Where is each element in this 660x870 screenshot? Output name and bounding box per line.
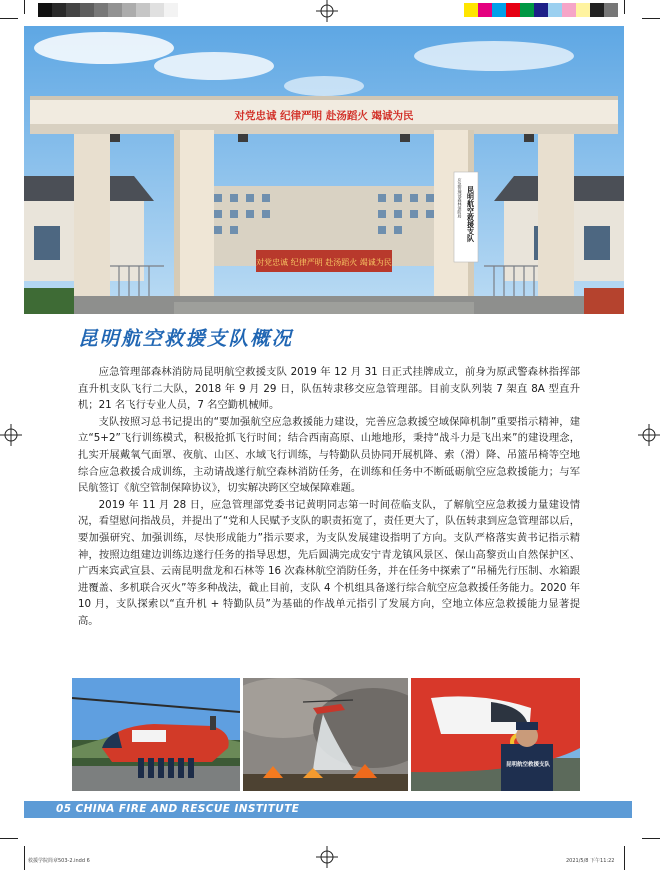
article-paragraph: 2019 年 11 月 28 日，应急管理部党委书记黄明同志第一时间莅临支队，了解航空应急救援力量建设情况，看望慰问指战员，并提出了“党和人民赋予支队的职责拓宽了，责任更大了，队伍转隶到应急管理部以后，要加强研究、加强训练，尽快形成能力”指示要求，为支队发展建设指明了方向。支队严格落实黄书记指示精神，按照边组建边训练边遂行任务的指导思想，先后圆满完成安宁青龙镇风景区、保山高黎贡山自然保护区、广西来宾武宣县、云南昆明盘龙和石林等 16 次森林航空消防任务，并在任务中探索了“吊桶先行压制、水箱跟进覆盖、多机联合灭火”等多种战法，截止目前，支队 4 个机组具备遂行综合航空应急救援任务能力。2020 年 10 月，支队探索以“直升机 + 特勤队员”为基础的作战单元指引了发展方向，空地立体应急救援能力显著提高。: [78, 498, 580, 627]
crop-mark: [624, 846, 625, 870]
hero-photo-gate: [24, 26, 624, 314]
cmyk-color-bar: [464, 3, 618, 17]
crop-mark: [0, 18, 18, 19]
gate-plaque-small-text: 应急管理部森林消防局: [457, 178, 463, 218]
article-paragraph: 应急管理部森林消防局昆明航空救援支队 2019 年 12 月 31 日正式挂牌成立，前身为原武警森林指挥部直升机支队飞行二大队，2018 年 9 月 29 日，队伍转隶移交应急管理部。目前支队列装 7 架直 8A 型直升机；21 名飞行专业人员，7 名空勤机械师。: [78, 366, 580, 412]
slug-file-name: 救援学院简章503-2.indd 6: [28, 858, 90, 864]
building-sign-text: 对党忠诚 纪律严明 赴汤蹈火 竭诚为民: [256, 258, 392, 267]
footer-band: [24, 801, 632, 818]
article-paragraph: 支队按照习总书记提出的“要加强航空应急救援能力建设，完善应急救援空域保障机制”重要指示精神，建立“5+2”飞行训练模式，积极抢抓飞行时间；结合西南高原、山地地形，秉持“战斗力是飞出来”的建设理念，扎实开展戴氧气面罩、夜航、山区、水域飞行训练，与特勤队员协同开展机降、索（滑）降、吊篮吊椅等空地综合应急救援合成训练，主动请战遂行航空森林消防任务，在训练和任务中不断砥砺航空应急救援能力；与军民航签订《航空管制保障协议》，切实解决跨区空域保障难题。: [78, 415, 580, 495]
photo-helicopter-crew: [72, 678, 240, 791]
uniform-patch-text: 昆明航空救援支队: [505, 762, 551, 768]
article-title: 昆明航空救援支队概况: [78, 327, 294, 350]
crop-mark: [642, 838, 660, 839]
crop-mark: [24, 0, 25, 14]
footer-page-label: 05 CHINA FIRE AND RESCUE INSTITUTE: [56, 803, 300, 815]
crop-mark: [624, 0, 625, 14]
registration-mark-top-icon: [316, 0, 338, 22]
gate-banner-text: 对党忠诚 纪律严明 赴汤蹈火 竭诚为民: [234, 110, 414, 122]
registration-mark-right-icon: [638, 424, 660, 446]
gate-plaque-text: 昆明航空救援支队: [466, 186, 476, 242]
crop-mark: [642, 18, 660, 19]
grayscale-color-bar: [38, 3, 178, 17]
photo-helicopter-closeup: [411, 678, 580, 791]
article-body: [78, 364, 580, 630]
slug-timestamp: 2021/5/8 下午11:22: [566, 858, 615, 864]
registration-mark-left-icon: [0, 424, 22, 446]
registration-mark-bottom-icon: [316, 846, 338, 868]
crop-mark: [0, 838, 18, 839]
photo-helicopter-water-drop: [243, 678, 408, 791]
crop-mark: [24, 846, 25, 870]
